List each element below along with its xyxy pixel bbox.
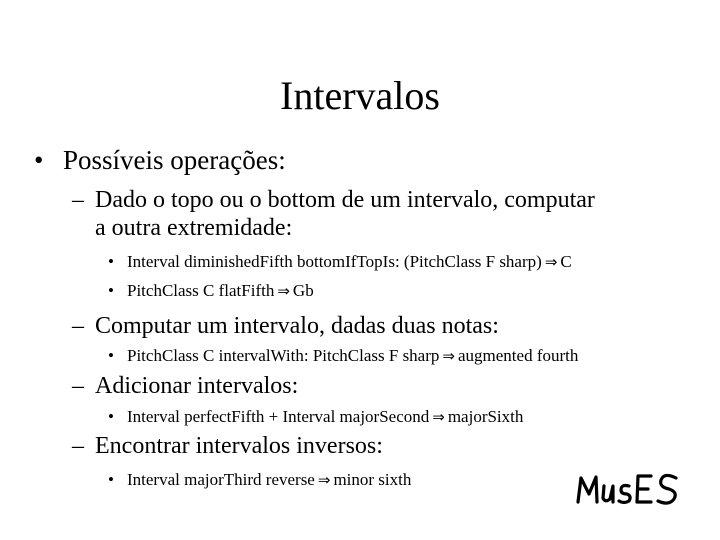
level3-item [108,470,411,490]
dash-icon: – [72,187,84,213]
muses-logo [572,464,692,512]
dash-icon: – [72,373,84,399]
implies-arrow-icon: ⇒ [317,471,331,489]
implies-arrow-icon: ⇒ [277,282,290,300]
bullet-icon: • [108,281,114,300]
level2-text: Encontrar intervalos inversos: [95,433,383,459]
level2-item [72,372,298,400]
level3-item [108,252,572,272]
example-result: minor sixth [333,470,412,489]
slide-title: Intervalos [280,73,440,118]
level3-item [108,346,578,366]
bullet-icon: • [108,407,114,426]
example-result: C [560,252,572,271]
level2-text: Computar um intervalo, dadas duas notas: [95,313,499,339]
level2-item [72,186,595,214]
implies-arrow-icon: ⇒ [442,347,455,365]
level2-text: Dado o topo ou o bottom de um intervalo, computar [95,187,595,213]
example-expression: PitchClass C flatFifth [127,281,275,300]
implies-arrow-icon: ⇒ [544,253,558,271]
dash-icon: – [72,313,84,339]
level1-text: Possíveis operações: [63,145,286,175]
bullet-icon: • [108,346,114,365]
level1-item [34,144,286,176]
example-expression: Interval diminishedFifth bottomIfTopIs: (PitchClass F sharp) [127,252,542,271]
level3-item [108,281,314,301]
level2-item [72,432,383,460]
bullet-icon: • [34,145,44,175]
implies-arrow-icon: ⇒ [432,408,445,426]
example-result: majorSixth [447,407,524,426]
example-result: Gb [292,281,314,300]
bullet-icon: • [108,470,114,489]
example-expression: Interval perfectFifth + Interval majorSecond [127,407,430,426]
dash-icon: – [72,433,84,459]
bullet-icon: • [108,252,114,271]
level2-text-continuation: a outra extremidade: [95,215,293,241]
level2-item [72,312,499,340]
example-result: augmented fourth [457,346,579,365]
level3-item [108,407,523,427]
example-expression: Interval majorThird reverse [127,470,315,489]
level2-text: Adicionar intervalos: [95,373,299,399]
example-expression: PitchClass C intervalWith: PitchClass F sharp [127,346,440,365]
